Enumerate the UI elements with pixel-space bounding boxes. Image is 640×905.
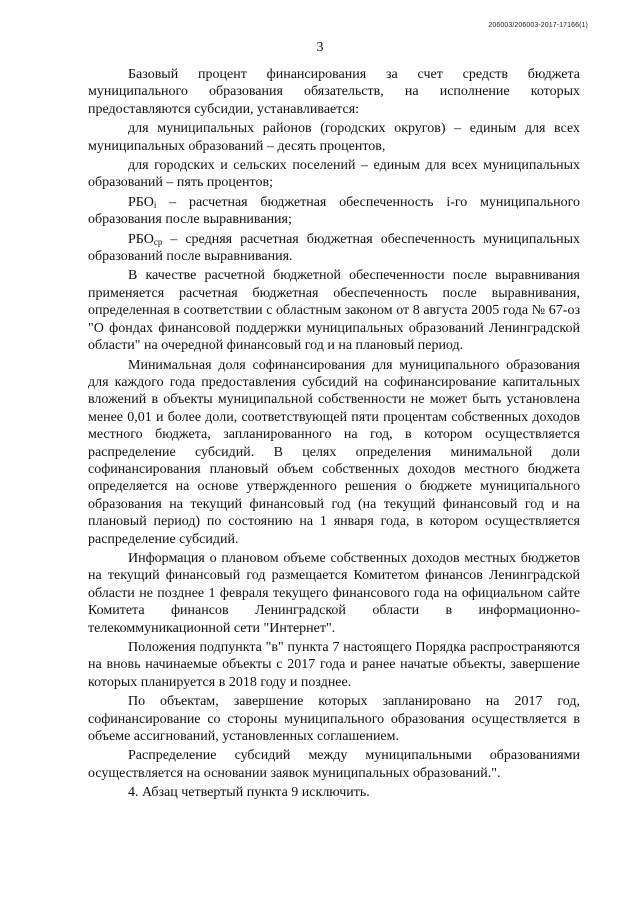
paragraph-min-share: Минимальная доля софинансирования для муниципального образования для каждого года предоставления субсидий на софинансирование капитальных вложений в объекты муниципальной собственности не может быть установлена менее 0,01 и более доли, соответствующей пяти процентам собственных доходов местного бюджета, запланированного на год, в котором осуществляется распределение субсидий. В целях определения минимальной доли софинансирования плановый объем собственных доходов местного бюджета определяется на основе утвержденного решения о бюджете муниципального образования на текущий финансовый год (на текущий финансовый год и на плановый период) по состоянию на 1 января года, в котором осуществляется распределение субсидий. — [88, 357, 580, 547]
paragraph-base-percent: Базовый процент финансирования за счет средств бюджета муниципального образования обязательств, на исполнение которых предоставляются субсидии, устанавливается: — [88, 67, 580, 117]
paragraph-budget-security: В качестве расчетной бюджетной обеспеченности после выравнивания применяется расчетная бюджетная обеспеченность после выравнивания, определенная в соответствии с областным законом от 8 августа 2005 года № 67-оз "О фондах финансовой поддержки муниципальных образований Ленинградской области" на очередной финансовый год и на плановый период. — [88, 268, 580, 354]
paragraph-rbo-avg — [88, 231, 580, 266]
paragraph-provisions: Положения подпункта "в" пункта 7 настоящего Порядка распространяются на вновь начинаемые объекты с 2017 года и ранее начатые объекты, завершение которых планируется в 2018 году и позднее. — [88, 640, 580, 690]
paragraph-districts: для муниципальных районов (городских округов) – единым для всех муниципальных образований – десять процентов, — [88, 121, 580, 154]
paragraph-distribution: Распределение субсидий между муниципальными образованиями осуществляется на основании заявок муниципальных образований.". — [88, 748, 580, 781]
paragraph-rbo-i — [88, 194, 580, 229]
page-number: 3 — [316, 40, 324, 55]
rbo-avg-subscript: ср — [153, 236, 163, 247]
document-id: 206003/206003-2017-17166(1) — [488, 22, 588, 29]
paragraph-information: Информация о плановом объеме собственных доходов местных бюджетов на текущий финансовый год размещается Комитетом финансов Ленинградской области не позднее 1 февраля текущего финансового года на официальном сайте Комитета финансов Ленинградской области в информационно-телекоммуникационной сети "Интернет". — [88, 550, 580, 636]
paragraph-item-4: 4. Абзац четвертый пункта 9 исключить. — [128, 785, 370, 801]
rbo-i-symbol: РБО — [128, 194, 154, 210]
rbo-i-subscript: i — [153, 199, 157, 210]
paragraph-objects-2017: По объектам, завершение которых запланировано на 2017 год, софинансирование со стороны муниципального образования осуществляется в объеме ассигнований, установленных соглашением. — [88, 694, 580, 745]
rbo-i-definition: – расчетная бюджетная обеспеченность i-го муниципального образования после выравнивания; — [88, 194, 580, 228]
rbo-avg-definition: – средняя расчетная бюджетная обеспеченность муниципальных образований после выравнивания. — [88, 231, 580, 265]
paragraph-settlements: для городских и сельских поселений – единым для всех муниципальных образований – пять процентов; — [88, 158, 580, 191]
document-body — [88, 66, 580, 804]
rbo-avg-symbol: РБО — [128, 231, 154, 247]
